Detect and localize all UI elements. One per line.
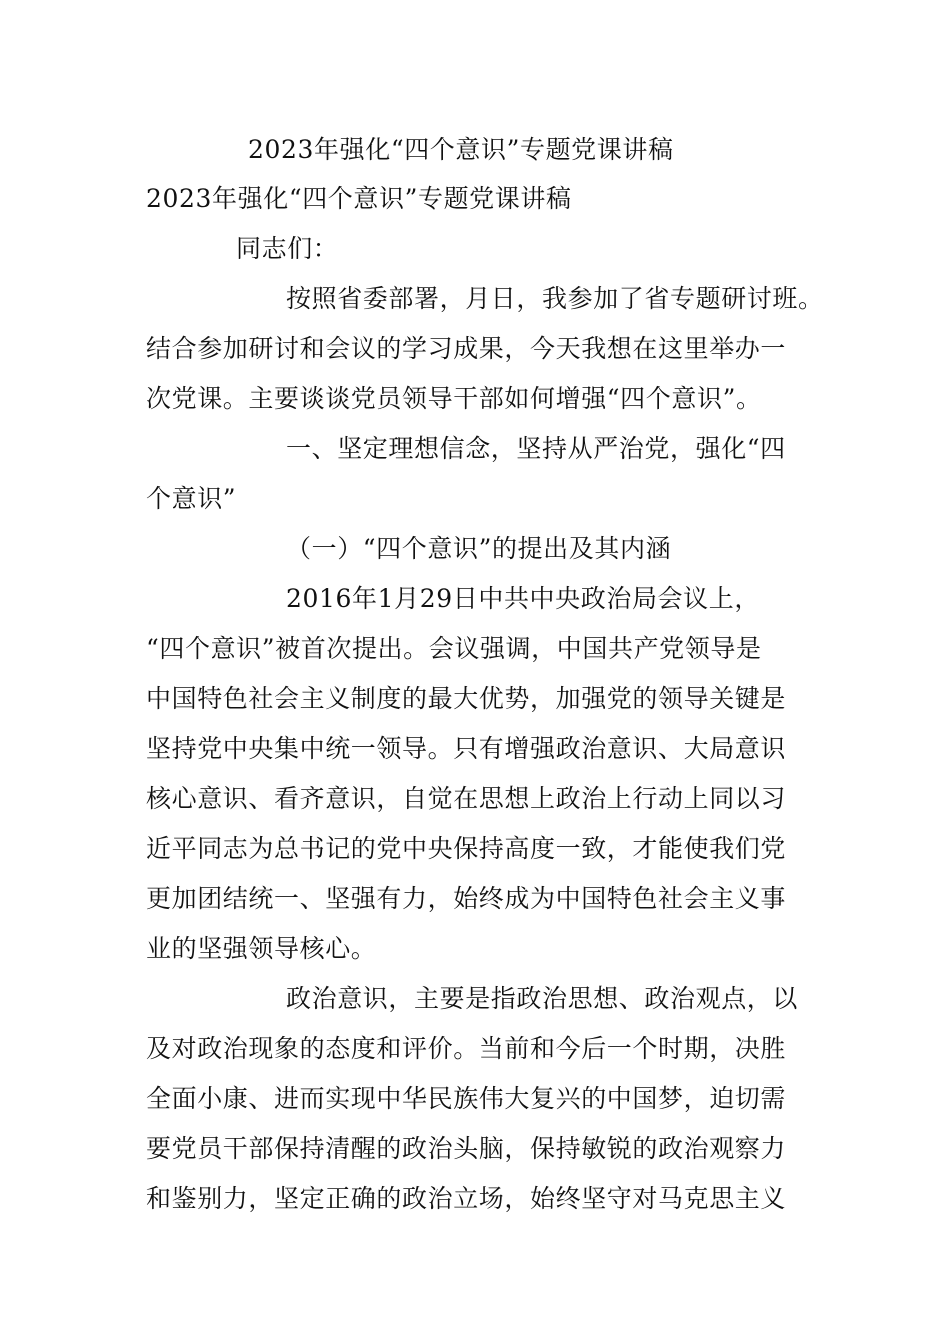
- political-line-1: 政治意识，主要是指政治思想、政治观点，以: [286, 984, 799, 1013]
- intro-line-2: 结合参加研讨和会议的学习成果，今天我想在这里举办一: [146, 334, 787, 363]
- section-1-heading-line-2: 个意识”: [146, 484, 237, 513]
- document-subtitle: 2023年强化“四个意识”专题党课讲稿: [146, 184, 572, 213]
- meeting-line-5: 核心意识、看齐意识，自觉在思想上政治上行动上同以习: [146, 784, 787, 813]
- subsection-1-heading: （一）“四个意识”的提出及其内涵: [286, 534, 672, 563]
- section-1-heading-line-1: 一、坚定理想信念，坚持从严治党，强化“四: [286, 434, 786, 463]
- political-line-2: 及对政治现象的态度和评价。当前和今后一个时期，决胜: [146, 1034, 787, 1063]
- meeting-line-6: 近平同志为总书记的党中央保持高度一致，才能使我们党: [146, 834, 787, 863]
- meeting-line-2: “四个意识”被首次提出。会议强调，中国共产党领导是: [146, 634, 762, 663]
- meeting-line-3: 中国特色社会主义制度的最大优势，加强党的领导关键是: [146, 684, 787, 713]
- salutation: 同志们：: [236, 234, 339, 263]
- meeting-line-8: 业的坚强领导核心。: [146, 934, 377, 963]
- meeting-line-4: 坚持党中央集中统一领导。只有增强政治意识、大局意识: [146, 734, 787, 763]
- intro-line-3: 次党课。主要谈谈党员领导干部如何增强“四个意识”。: [146, 384, 762, 413]
- political-line-3: 全面小康、进而实现中华民族伟大复兴的中国梦，迫切需: [146, 1084, 787, 1113]
- political-line-4: 要党员干部保持清醒的政治头脑，保持敏锐的政治观察力: [146, 1134, 787, 1163]
- meeting-line-1: 2016年1月29日中共中央政治局会议上，: [286, 584, 760, 613]
- document-title: 2023年强化“四个意识”专题党课讲稿: [248, 135, 674, 164]
- political-line-5: 和鉴别力，坚定正确的政治立场，始终坚守对马克思主义: [146, 1184, 787, 1213]
- meeting-line-7: 更加团结统一、坚强有力，始终成为中国特色社会主义事: [146, 884, 787, 913]
- intro-line-1: 按照省委部署，月日，我参加了省专题研讨班。: [286, 284, 824, 313]
